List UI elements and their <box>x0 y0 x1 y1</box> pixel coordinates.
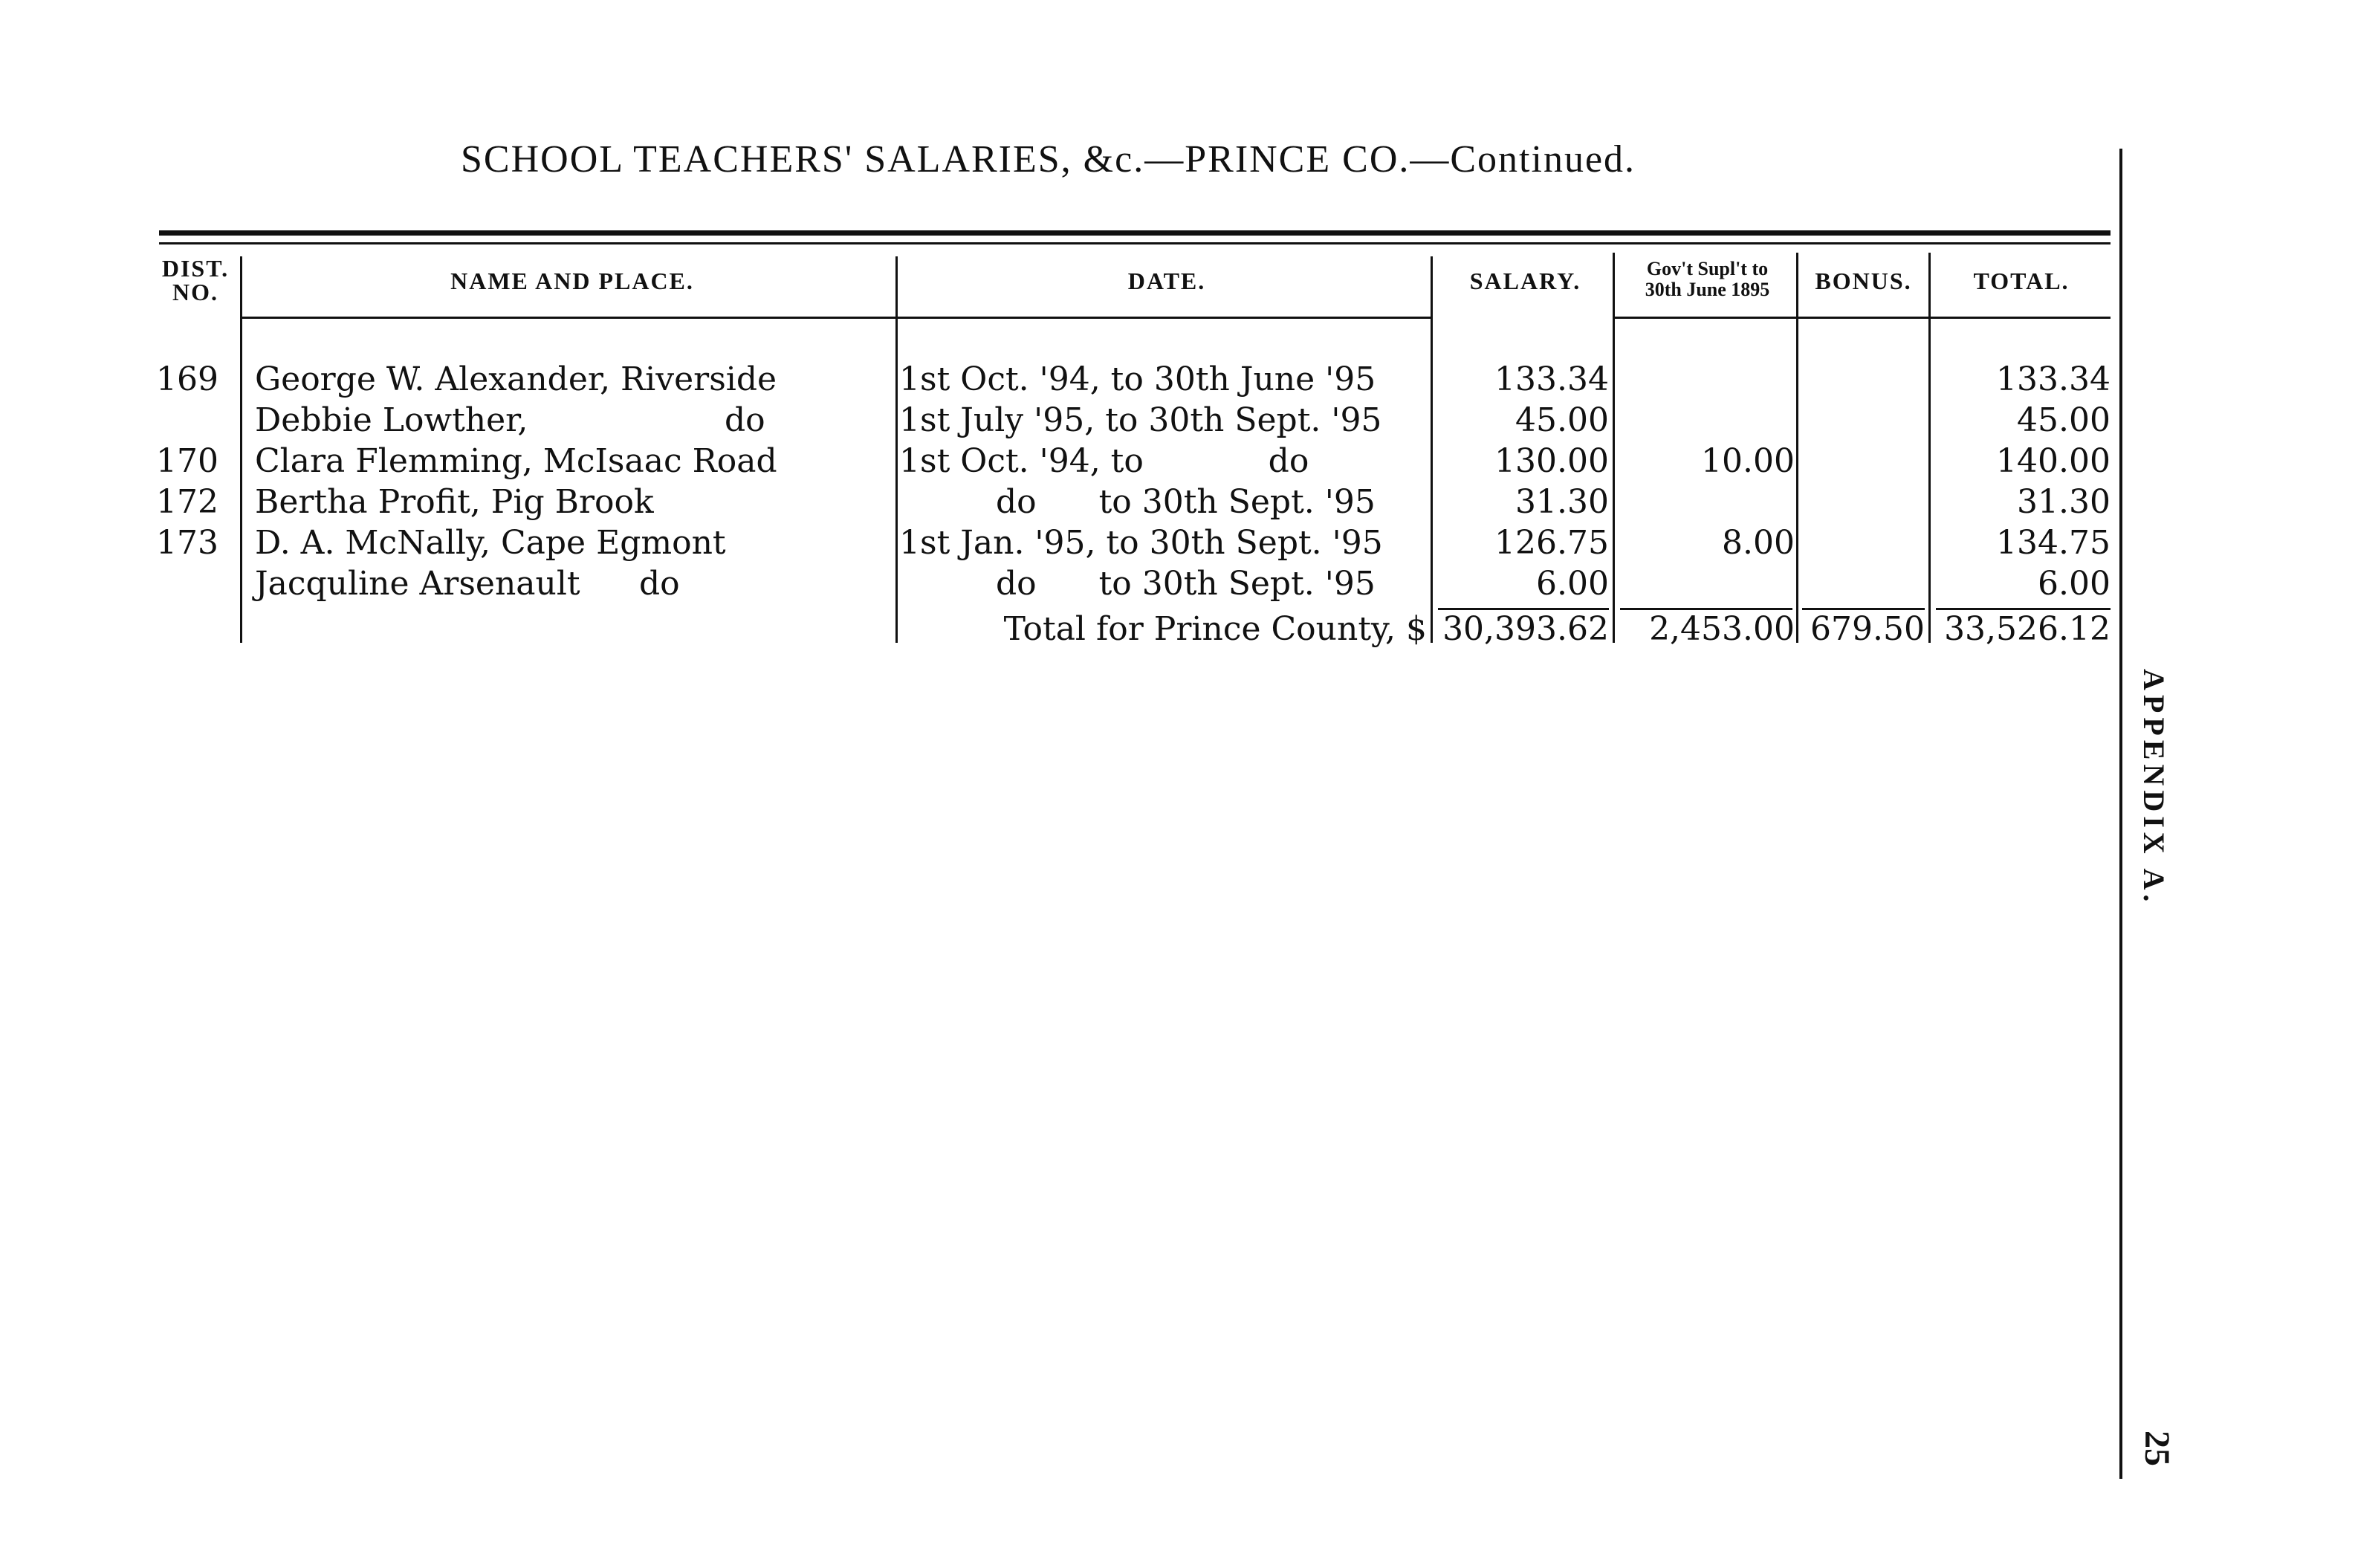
page-title: SCHOOL TEACHERS' SALARIES, &c.—PRINCE CO.—Continued. <box>461 138 1636 181</box>
column-divider-name <box>895 256 898 643</box>
teacher-name-place: Clara Flemming, McIsaac Road <box>255 442 777 480</box>
govt-suplt-value: 8.00 <box>1722 524 1795 562</box>
dist-no: 169 <box>156 360 218 398</box>
salary-value: 126.75 <box>1494 524 1609 562</box>
column-header-govt-suplt <box>1616 259 1798 300</box>
total-value: 31.30 <box>2017 483 2111 521</box>
totals-govt-suplt: 2,453.00 <box>1649 610 1795 648</box>
date-range: 1st Jan. '95, to 30th Sept. '95 <box>899 524 1383 562</box>
column-divider-date <box>1431 256 1433 643</box>
header-bottom-rule-right <box>1613 317 2111 319</box>
column-header-dist <box>155 256 236 304</box>
margin-rule <box>2119 149 2122 1479</box>
dist-header-line2: NO. <box>172 279 218 305</box>
column-header-salary: SALARY. <box>1469 268 1581 294</box>
column-divider-bonus <box>1928 253 1931 643</box>
date-range: 1st July '95, to 30th Sept. '95 <box>899 401 1382 439</box>
column-divider-govt <box>1796 253 1798 643</box>
place-ditto: do <box>725 401 765 439</box>
header-rule-thick <box>159 230 2111 236</box>
totals-bonus: 679.50 <box>1810 610 1925 648</box>
salary-value: 130.00 <box>1494 442 1609 480</box>
date-range: do to 30th Sept. '95 <box>996 565 1376 603</box>
govt-header-line2: 30th June 1895 <box>1645 279 1770 300</box>
dist-header-line1: DIST. <box>161 255 230 282</box>
totals-salary: 30,393.62 <box>1442 610 1609 648</box>
total-value: 6.00 <box>2038 565 2111 603</box>
column-divider-salary <box>1613 253 1615 643</box>
place-ditto: do <box>639 565 680 603</box>
date-range: do to 30th Sept. '95 <box>996 483 1376 521</box>
column-header-total: TOTAL. <box>1973 268 2070 294</box>
salary-value: 6.00 <box>1536 565 1609 603</box>
teacher-name-place: George W. Alexander, Riverside <box>255 360 777 398</box>
total-value: 140.00 <box>1996 442 2111 480</box>
dist-no: 172 <box>156 483 218 521</box>
teacher-name-place: Debbie Lowther, <box>255 401 528 439</box>
teacher-name-place: D. A. McNally, Cape Egmont <box>255 524 726 562</box>
column-header-date: DATE. <box>1127 268 1206 294</box>
column-header-name: NAME AND PLACE. <box>450 268 694 294</box>
salary-value: 45.00 <box>1515 401 1609 439</box>
total-value: 134.75 <box>1996 524 2111 562</box>
column-divider-dist <box>240 256 242 643</box>
date-range: 1st Oct. '94, to 30th June '95 <box>899 360 1376 398</box>
appendix-label: APPENDIX A. <box>2137 669 2171 907</box>
date-range: 1st Oct. '94, to do <box>899 442 1309 480</box>
totals-label: Total for Prince County, $ <box>1003 610 1427 648</box>
teacher-name-place: Bertha Profit, Pig Brook <box>255 483 654 521</box>
total-value: 45.00 <box>2017 401 2111 439</box>
header-rule-thin <box>159 242 2111 244</box>
govt-suplt-value: 10.00 <box>1701 442 1795 480</box>
salary-value: 31.30 <box>1515 483 1609 521</box>
dist-no: 173 <box>156 524 218 562</box>
salary-value: 133.34 <box>1494 360 1609 398</box>
column-header-bonus: BONUS. <box>1815 268 1912 294</box>
page-number: 25 <box>2137 1431 2177 1466</box>
govt-header-line1: Gov't Supl't to <box>1646 258 1769 279</box>
teacher-name-place: Jacquline Arsenault <box>255 565 580 603</box>
dist-no: 170 <box>156 442 218 480</box>
header-bottom-rule-left <box>242 317 1431 319</box>
totals-total: 33,526.12 <box>1944 610 2111 648</box>
total-value: 133.34 <box>1996 360 2111 398</box>
